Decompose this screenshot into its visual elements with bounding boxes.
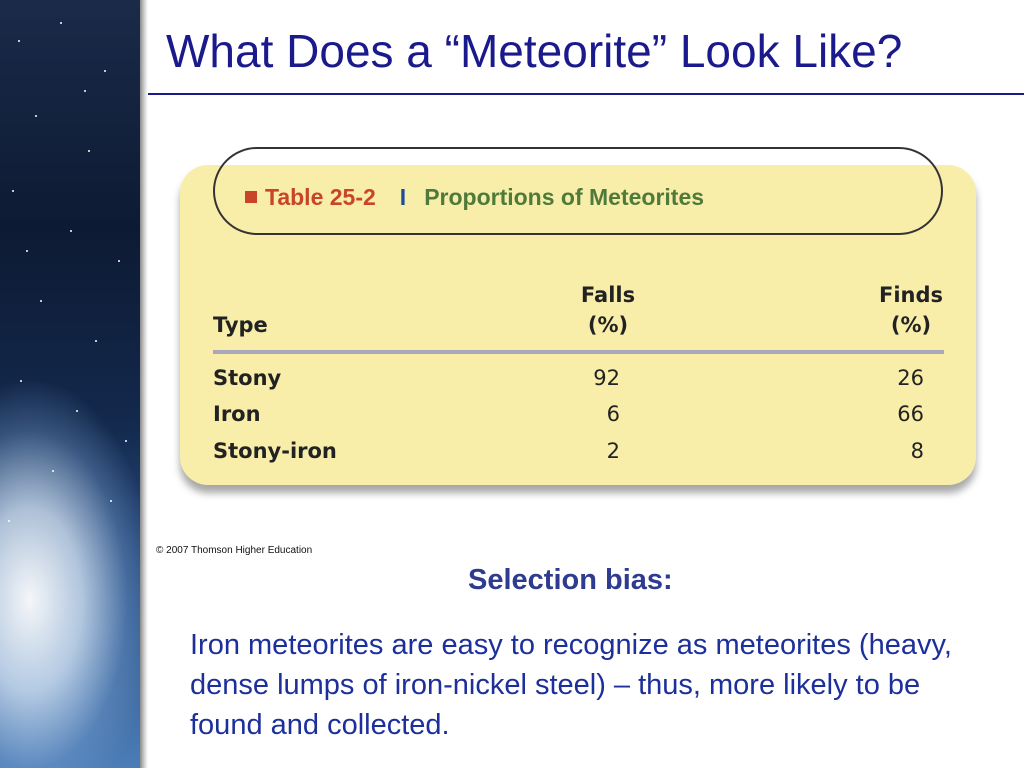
caption-separator: I [399,184,407,210]
column-header-falls [575,280,641,340]
title-underline [148,93,1024,95]
table-title: Proportions of Meteorites [424,184,705,210]
column-header-type: Type [213,313,268,337]
caption-square-icon [245,191,257,203]
row-stony-iron-finds: 8 [910,439,924,463]
row-iron-falls: 6 [606,402,620,426]
selection-bias-body: Iron meteorites are easy to recognize as meteorites (heavy, dense lumps of iron-nickel steel) – thus, more likely to be found and collected. [190,629,952,741]
finds-header-line1: Finds [878,283,944,307]
row-stony-iron-type: Stony-iron [213,439,337,463]
row-stony-type: Stony [213,366,282,390]
row-stony-iron-falls: 2 [606,439,620,463]
finds-header-line2: (%) [890,313,932,337]
column-header-finds [876,280,946,340]
image-edge-shadow [140,0,148,768]
table-number: Table 25-2 [265,184,376,210]
copyright-notice: © 2007 Thomson Higher Education [156,545,313,556]
selection-bias-heading: Selection bias: [468,564,673,596]
row-iron-finds: 66 [897,402,924,426]
slide-title: What Does a “Meteorite” Look Like? [166,25,903,77]
header-divider [213,350,944,354]
row-stony-finds: 26 [897,366,924,390]
space-background-image [0,0,140,768]
row-iron-type: Iron [213,402,261,426]
falls-header-line2: (%) [587,313,629,337]
table-caption [245,184,704,211]
row-stony-falls: 92 [593,366,620,390]
falls-header-line1: Falls [580,283,636,307]
